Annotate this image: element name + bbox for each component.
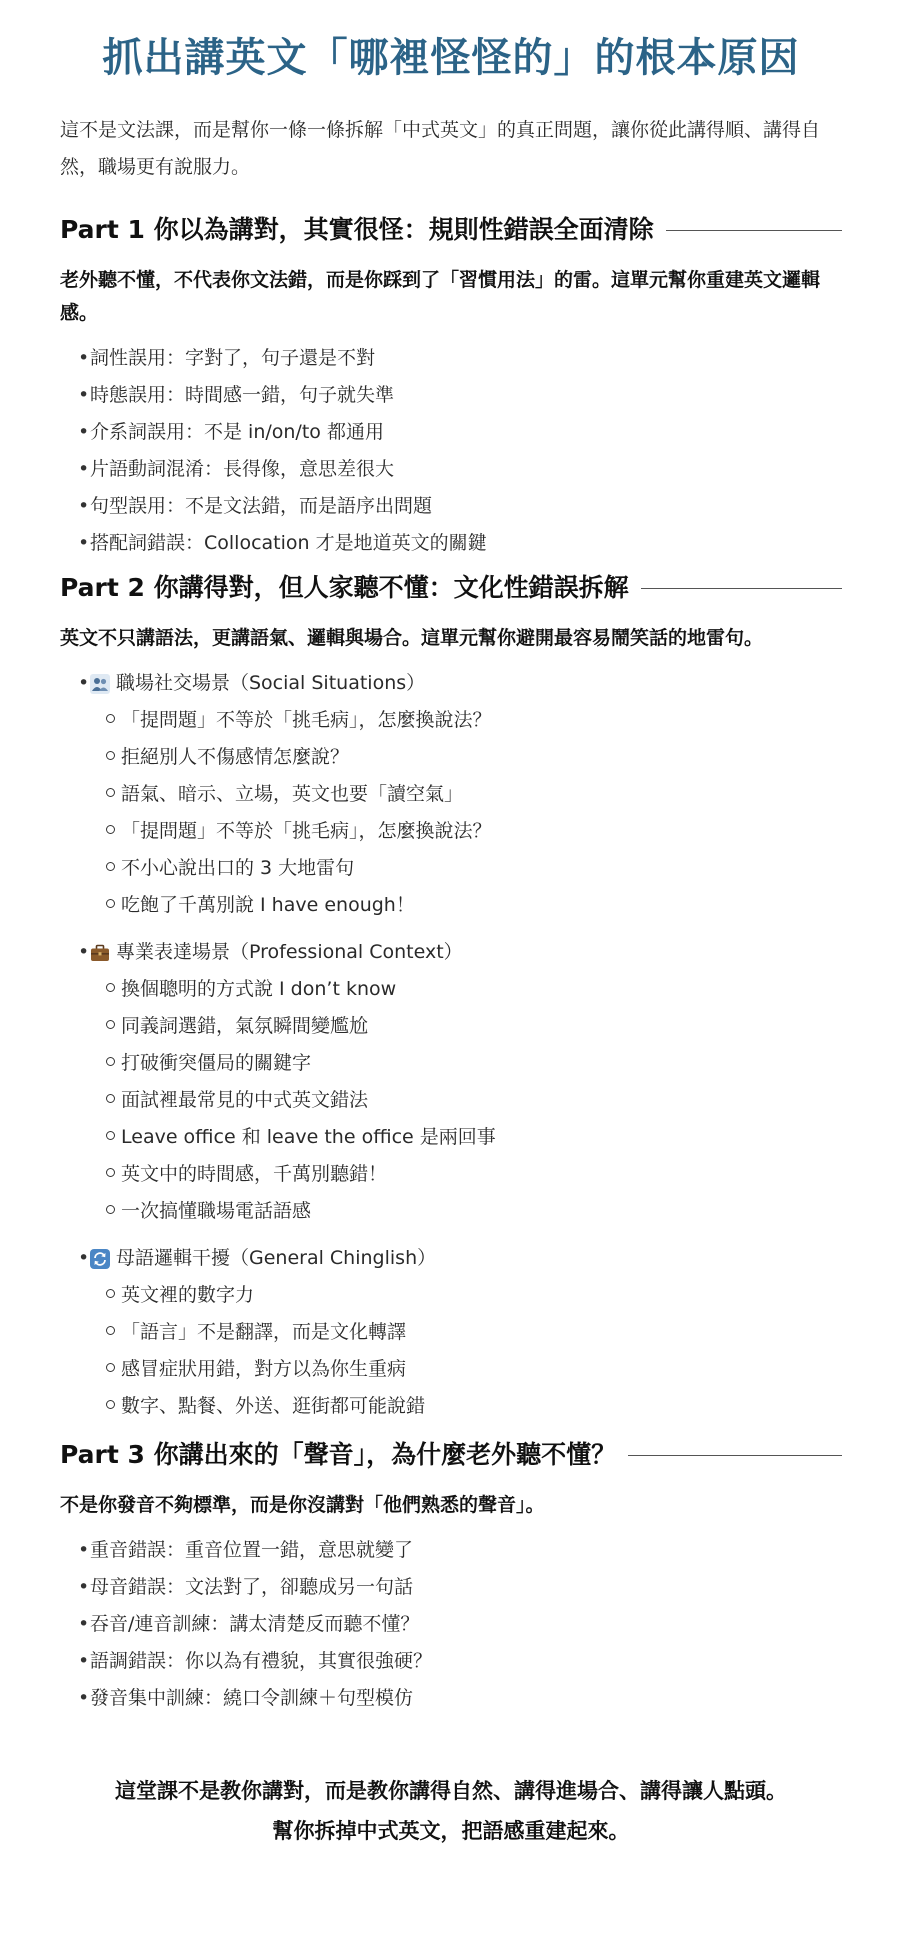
group-title-professional: • 專業表達場景（Professional Context） [78,934,842,971]
circle-bullet-icon [106,825,115,834]
part3-list [60,1532,842,1717]
circle-bullet-icon [106,1020,115,1029]
list-item: 「語言」不是翻譯，而是文化轉譯 [106,1314,842,1351]
bullet-dot-icon: • [78,1650,90,1672]
group-social-list [60,702,842,924]
part2-heading: Part 2 你講得對，但人家聽不懂：文化性錯誤拆解 [60,573,629,602]
briefcase-icon [90,943,110,963]
circle-bullet-icon [106,1326,115,1335]
circle-bullet-icon [106,862,115,871]
list-item: 一次搞懂職場電話語感 [106,1193,842,1230]
group-title-chinglish: • 母語邏輯干擾（General Chinglish） [78,1240,842,1277]
list-item: 吃飽了千萬別說 I have enough！ [106,887,842,924]
list-item: •發音集中訓練：繞口令訓練＋句型模仿 [78,1680,842,1717]
part3-heading-row [60,1435,842,1475]
part1-section [60,210,842,562]
list-item: •時態誤用：時間感一錯，句子就失準 [78,377,842,414]
page-title: 抓出講英文「哪裡怪怪的」的根本原因 [102,35,800,81]
part1-heading: Part 1 你以為講對，其實很怪：規則性錯誤全面清除 [60,215,654,244]
group-chinglish [60,1240,842,1425]
list-item: •介系詞誤用：不是 in/on/to 都通用 [78,414,842,451]
list-item: 感冒症狀用錯，對方以為你生重病 [106,1351,842,1388]
bullet-dot-icon: • [78,672,90,694]
group-professional-list [60,971,842,1230]
circle-bullet-icon [106,1400,115,1409]
part3-heading: Part 3 你講出來的「聲音」，為什麼老外聽不懂？ [60,1440,617,1469]
closing-line-1: 這堂課不是教你講對，而是教你講得自然、講得進場合、講得讓人點頭。 [115,1779,787,1803]
bullet-dot-icon: • [78,1576,90,1598]
divider-line [666,230,842,231]
list-item: 「提問題」不等於「挑毛病」，怎麼換說法？ [106,813,842,850]
circle-bullet-icon [106,1057,115,1066]
list-item: 面試裡最常見的中式英文錯法 [106,1082,842,1119]
intro-paragraph: 這不是文法課，而是幫你一條一條拆解「中式英文」的真正問題，讓你從此講得順、講得自然，職場更有說服力。 [60,119,821,178]
circle-bullet-icon [106,1289,115,1298]
part1-heading-row [60,210,842,250]
part2-heading-row [60,568,842,608]
closing-line-2: 幫你拆掉中式英文，把語感重建起來。 [272,1819,630,1843]
list-item: 語氣、暗示、立場，英文也要「讀空氣」 [106,776,842,813]
list-item: 拒絕別人不傷感情怎麼說？ [106,739,842,776]
bullet-dot-icon: • [78,384,90,406]
bullet-dot-icon: • [78,495,90,517]
circle-bullet-icon [106,1131,115,1140]
list-item: 英文裡的數字力 [106,1277,842,1314]
circle-bullet-icon [106,751,115,760]
bullet-dot-icon: • [78,532,90,554]
bullet-dot-icon: • [78,458,90,480]
cycle-arrows-icon [90,1249,110,1269]
list-item: 換個聰明的方式說 I don’t know [106,971,842,1008]
part1-list [60,340,842,562]
list-item: Leave office 和 leave the office 是兩回事 [106,1119,842,1156]
list-item: •重音錯誤：重音位置一錯，意思就變了 [78,1532,842,1569]
bullet-dot-icon: • [78,941,90,963]
bullet-dot-icon: • [78,347,90,369]
part2-description: 英文不只講語法，更講語氣、邏輯與場合。這單元幫你避開最容易鬧笑話的地雷句。 [60,627,764,649]
closing-statement [60,1771,842,1851]
circle-bullet-icon [106,1205,115,1214]
bullet-dot-icon: • [78,1687,90,1709]
part3-section [60,1435,842,1717]
part1-description: 老外聽不懂，不代表你文法錯，而是你踩到了「習慣用法」的雷。這單元幫你重建英文邏輯感。 [60,269,821,324]
list-item: •母音錯誤：文法對了，卻聽成另一句話 [78,1569,842,1606]
list-item: 打破衝突僵局的關鍵字 [106,1045,842,1082]
circle-bullet-icon [106,1094,115,1103]
bullet-dot-icon: • [78,1247,90,1269]
list-item: •片語動詞混淆：長得像，意思差很大 [78,451,842,488]
part3-description: 不是你發音不夠標準，而是你沒講對「他們熟悉的聲音」。 [60,1494,545,1516]
list-item: •句型誤用：不是文法錯，而是語序出問題 [78,488,842,525]
circle-bullet-icon [106,899,115,908]
list-item: 同義詞選錯，氣氛瞬間變尷尬 [106,1008,842,1045]
circle-bullet-icon [106,1168,115,1177]
circle-bullet-icon [106,714,115,723]
group-chinglish-list [60,1277,842,1425]
list-item: 英文中的時間感，千萬別聽錯！ [106,1156,842,1193]
list-item: 不小心說出口的 3 大地雷句 [106,850,842,887]
list-item: 「提問題」不等於「挑毛病」，怎麼換說法？ [106,702,842,739]
bullet-dot-icon: • [78,421,90,443]
group-professional [60,934,842,1230]
list-item: •詞性誤用：字對了，句子還是不對 [78,340,842,377]
bullet-dot-icon: • [78,1539,90,1561]
divider-line [628,1455,842,1456]
group-social [60,665,842,924]
part2-section [60,568,842,1425]
circle-bullet-icon [106,983,115,992]
list-item: •吞音/連音訓練：講太清楚反而聽不懂？ [78,1606,842,1643]
bullet-dot-icon: • [78,1613,90,1635]
people-icon [90,674,110,694]
group-title-social: • 職場社交場景（Social Situations） [78,665,842,702]
divider-line [641,588,842,589]
list-item: •語調錯誤：你以為有禮貌，其實很強硬？ [78,1643,842,1680]
circle-bullet-icon [106,1363,115,1372]
list-item: 數字、點餐、外送、逛街都可能說錯 [106,1388,842,1425]
list-item: •搭配詞錯誤：Collocation 才是地道英文的關鍵 [78,525,842,562]
circle-bullet-icon [106,788,115,797]
